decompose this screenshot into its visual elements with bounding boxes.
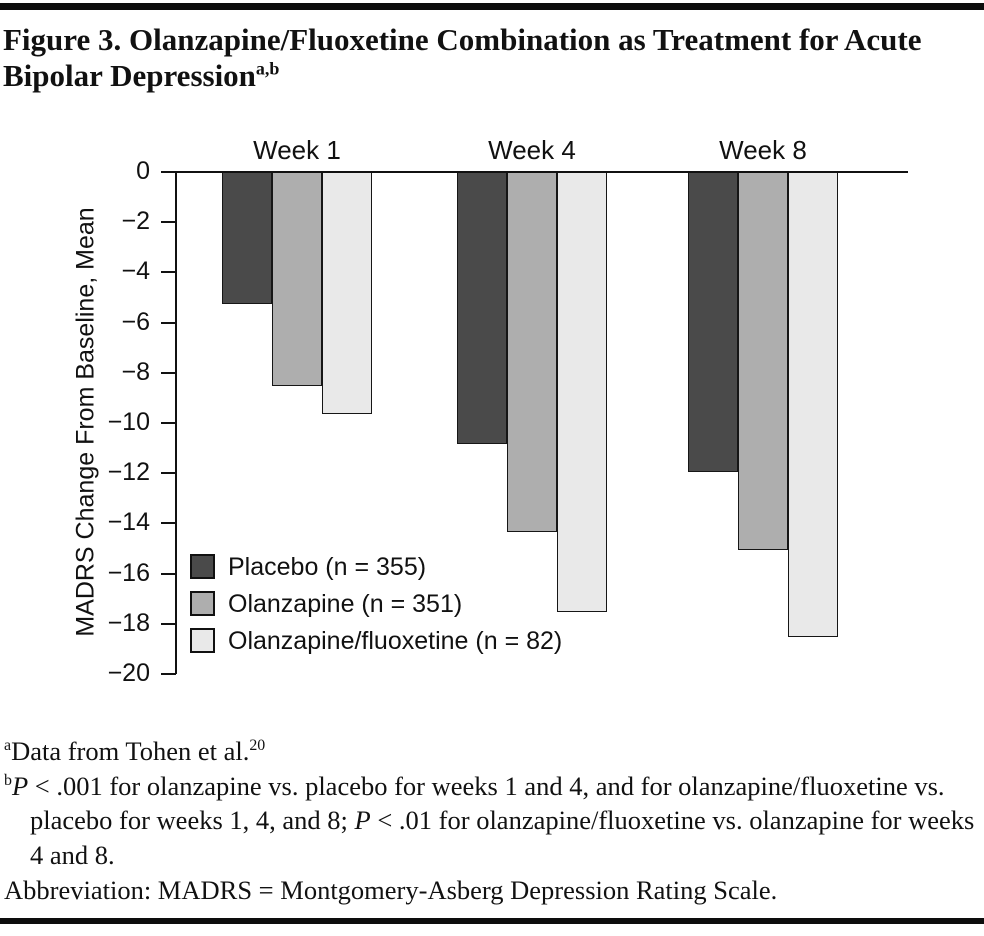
y-tick-label: −4 xyxy=(121,256,150,285)
footnotes xyxy=(4,734,978,909)
y-tick-mark xyxy=(161,422,176,424)
y-tick-label: −20 xyxy=(107,658,150,687)
legend-label-olanzapine-fluoxetine: Olanzapine/fluoxetine (n = 82) xyxy=(228,626,563,655)
bar xyxy=(738,173,788,550)
y-tick-mark xyxy=(161,171,176,173)
y-tick-mark xyxy=(161,673,176,675)
footnote-line xyxy=(4,873,978,908)
top-rule xyxy=(0,3,984,10)
y-tick-label: −16 xyxy=(107,558,150,587)
footnote-run: < .001 for olanzapine vs. placebo for weeks 1 and 4, and for olanzapine/fluoxetine vs. placebo for weeks 1, 4, and 8; xyxy=(28,770,945,836)
y-tick-label: −18 xyxy=(107,608,150,637)
legend-swatch-placebo xyxy=(190,554,215,579)
y-tick-label: −10 xyxy=(107,407,150,436)
y-tick-label: −2 xyxy=(121,206,150,235)
y-tick-mark xyxy=(161,322,176,324)
legend-swatch-olanzapine-fluoxetine xyxy=(190,628,215,653)
bar-chart xyxy=(0,101,984,696)
bar xyxy=(507,173,557,532)
footnote-run: Data from Tohen et al. xyxy=(11,735,250,766)
legend-label-placebo: Placebo (n = 355) xyxy=(228,552,427,581)
y-tick-mark xyxy=(161,271,176,273)
bottom-rule xyxy=(0,918,984,924)
bar xyxy=(457,173,507,444)
y-tick-mark xyxy=(161,221,176,223)
footnote-run: Abbreviation: MADRS = Montgomery-Asberg Depression Rating Scale. xyxy=(4,875,778,906)
y-tick-label: −12 xyxy=(107,457,150,486)
y-tick-mark xyxy=(161,372,176,374)
x-group-label: Week 4 xyxy=(488,134,576,165)
legend-swatch-olanzapine xyxy=(190,591,215,616)
bar xyxy=(222,173,272,304)
y-tick-mark xyxy=(161,522,176,524)
figure-title-superscript: a,b xyxy=(255,58,280,79)
legend xyxy=(190,553,562,655)
bar xyxy=(272,173,322,386)
x-group-label: Week 8 xyxy=(719,134,807,165)
y-tick-label: −8 xyxy=(121,357,150,386)
y-tick-mark xyxy=(161,573,176,575)
footnote-run: 20 xyxy=(249,736,266,754)
y-axis-title: MADRS Change From Baseline, Mean xyxy=(71,206,100,637)
footnote-run: < .01 for olanzapine/fluoxetine vs. olanzapine for weeks 4 and 8. xyxy=(30,805,975,871)
y-tick-label: −14 xyxy=(107,507,150,536)
y-tick-label: 0 xyxy=(136,156,150,185)
legend-label-olanzapine: Olanzapine (n = 351) xyxy=(228,589,463,618)
footnote-line xyxy=(4,734,978,769)
y-tick-label: −6 xyxy=(121,307,150,336)
footnote-run: a xyxy=(4,736,12,754)
footnote-line xyxy=(4,769,978,874)
bar xyxy=(322,173,372,414)
bar xyxy=(788,173,838,637)
y-tick-mark xyxy=(161,472,176,474)
x-group-label: Week 1 xyxy=(253,134,341,165)
y-tick-mark xyxy=(161,623,176,625)
footnote-run: P xyxy=(11,770,29,801)
figure-title xyxy=(3,22,978,95)
legend-item xyxy=(190,553,562,581)
footnote-run: P xyxy=(354,805,371,836)
bar xyxy=(688,173,738,472)
figure-title-text: Figure 3. Olanzapine/Fluoxetine Combination as Treatment for Acute Bipolar Depression xyxy=(3,22,922,94)
legend-item xyxy=(190,590,562,618)
legend-item xyxy=(190,627,562,655)
bar xyxy=(557,173,607,612)
footnote-run: b xyxy=(4,771,12,789)
